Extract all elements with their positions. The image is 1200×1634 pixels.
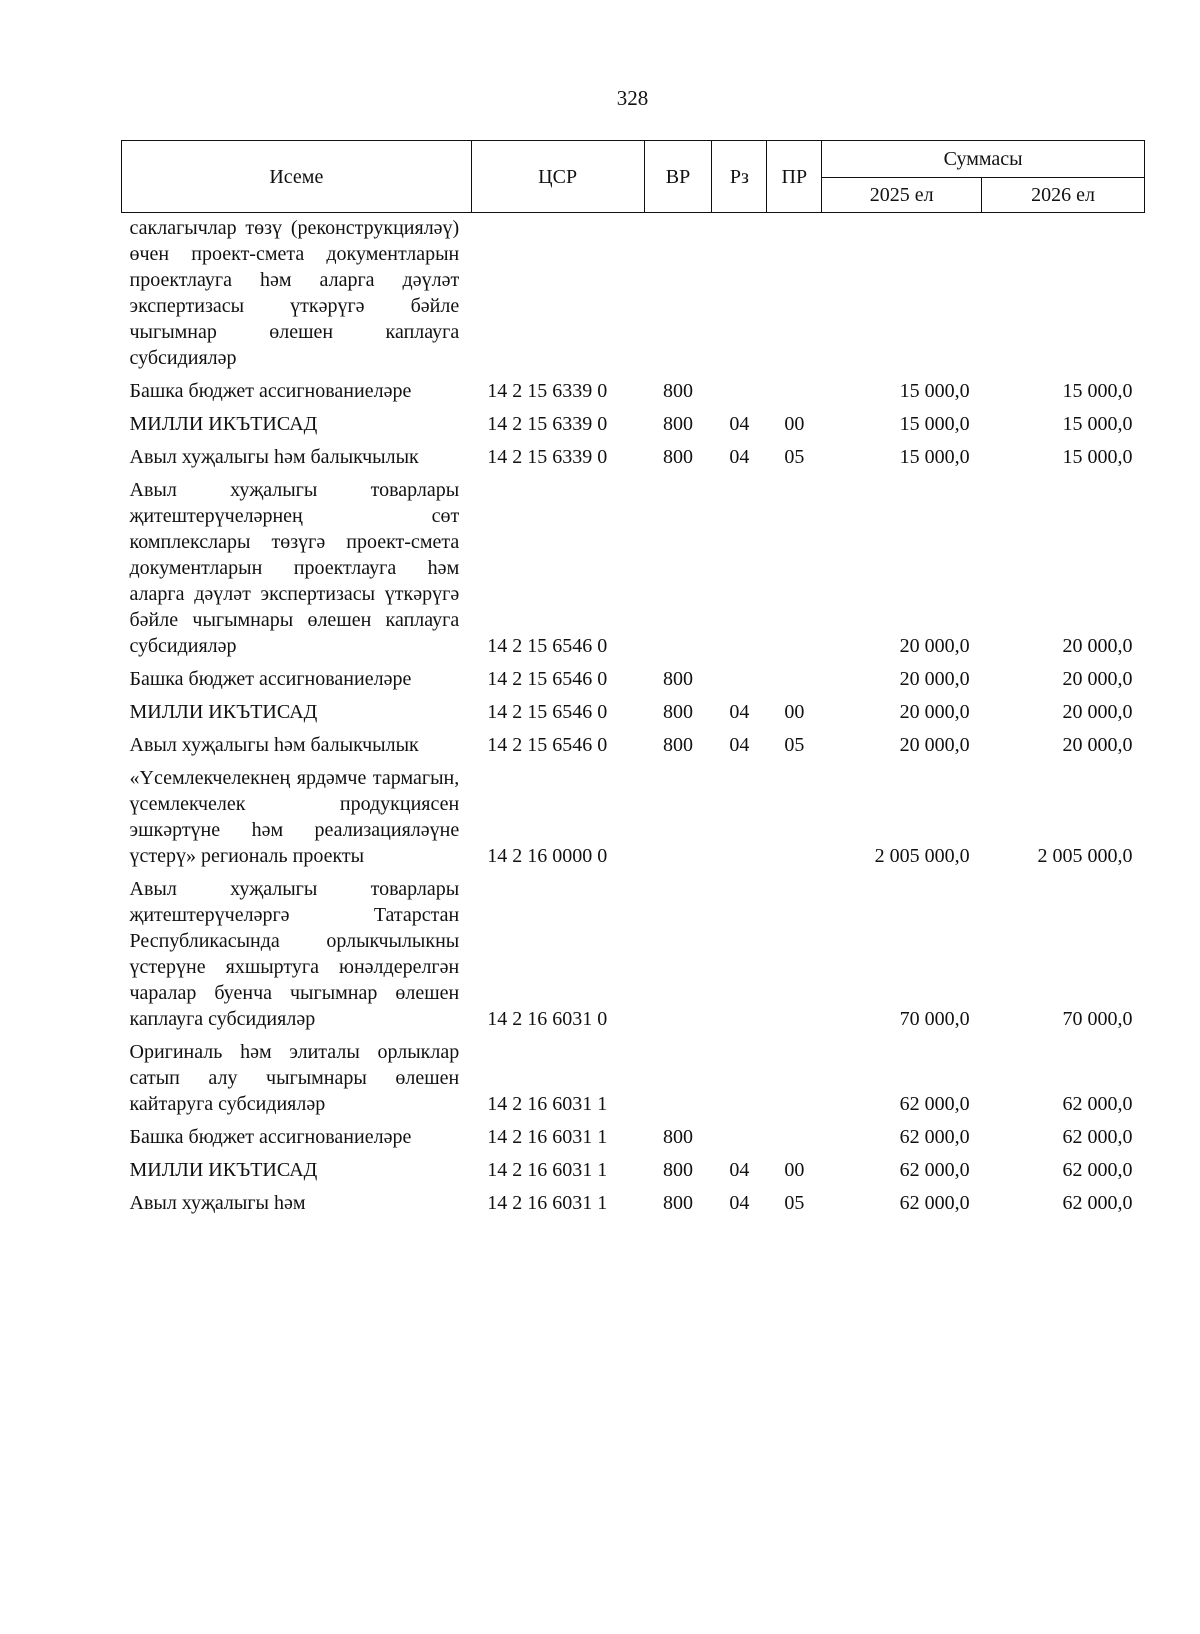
row-csr: 14 2 15 6339 0 [487, 446, 608, 468]
row-pr [767, 664, 822, 697]
row-pr [767, 1122, 822, 1155]
row-vr: 800 [662, 734, 693, 756]
row-csr: 14 2 15 6546 0 [487, 701, 608, 723]
page-number: 328 [616, 86, 649, 110]
row-vr [644, 213, 712, 377]
row-amount-2025: 20 000,0 [899, 668, 970, 690]
row-name: Авыл хуҗалыгы товарлары җитештерүчеләрнең сөт комплекслары төзүгә проект-смета документларын проектлауга һәм аларга дәүләт экспертизасы үткәрүгә бәйле чыгымнары өлешен каплауга субсидияләр [129, 479, 460, 657]
row-vr: 800 [662, 1159, 693, 1181]
row-amount-2026: 20 000,0 [1062, 668, 1133, 690]
row-amount-2025: 20 000,0 [899, 701, 970, 723]
row-vr [644, 874, 712, 1037]
row-rz [712, 664, 767, 697]
row-pr: 05 [784, 734, 805, 756]
row-csr: 14 2 15 6546 0 [487, 734, 608, 756]
row-csr: 14 2 15 6339 0 [487, 380, 608, 402]
row-rz: 04 [729, 734, 750, 756]
row-amount-2026: 70 000,0 [1062, 1008, 1133, 1030]
row-vr: 800 [662, 668, 693, 690]
row-csr: 14 2 16 6031 1 [487, 1192, 608, 1214]
row-name: Авыл хуҗалыгы товарлары җитештерүчеләргә Татарстан Республикасында орлыкчылыкны үстерүне яхшыртуга юнәлдерелгән чаралар буенча чыгымнар өлешен каплауга субсидияләр [129, 878, 460, 1030]
row-csr: 14 2 15 6546 0 [487, 668, 608, 690]
header-pr: ПР [767, 141, 822, 213]
table-row [122, 763, 1145, 874]
row-amount-2025: 2 005 000,0 [874, 845, 970, 867]
header-year-2025: 2025 ел [822, 178, 982, 213]
row-pr: 00 [784, 701, 805, 723]
row-rz: 04 [729, 701, 750, 723]
row-amount-2025: 62 000,0 [899, 1126, 970, 1148]
row-rz: 04 [729, 446, 750, 468]
header-name: Исеме [122, 141, 472, 213]
table-row [122, 213, 1145, 377]
row-rz [712, 376, 767, 409]
row-amount-2026: 62 000,0 [1062, 1126, 1133, 1148]
row-amount-2025: 20 000,0 [899, 734, 970, 756]
table-row [122, 376, 1145, 409]
row-name: Башка бюджет ассигнованиеләре [129, 1126, 412, 1148]
row-rz [712, 763, 767, 874]
row-pr: 05 [784, 446, 805, 468]
row-vr: 800 [662, 701, 693, 723]
row-pr [767, 475, 822, 664]
row-amount-2025: 62 000,0 [899, 1159, 970, 1181]
table-row [122, 1122, 1145, 1155]
row-rz: 04 [729, 1192, 750, 1214]
header-csr: ЦСР [471, 141, 644, 213]
row-amount-2026: 20 000,0 [1062, 701, 1133, 723]
row-pr [767, 1037, 822, 1122]
header-year-2026: 2026 ел [982, 178, 1145, 213]
row-amount-2025: 20 000,0 [899, 635, 970, 657]
row-csr: 14 2 16 0000 0 [487, 845, 608, 867]
table-row [122, 1155, 1145, 1188]
row-amount-2025: 15 000,0 [899, 446, 970, 468]
row-pr: 00 [784, 413, 805, 435]
row-name: МИЛЛИ ИКЪТИСАД [129, 701, 318, 723]
row-amount-2025: 62 000,0 [899, 1093, 970, 1115]
row-pr: 00 [784, 1159, 805, 1181]
row-amount-2026: 62 000,0 [1062, 1159, 1133, 1181]
table-row [122, 475, 1145, 664]
table-row [122, 697, 1145, 730]
row-csr: 14 2 15 6546 0 [487, 635, 608, 657]
row-name: саклагычлар төзү (реконструкцияләү) өчен проект-смета документларын проектлауга һәм аларга дәүләт экспертизасы үткәрүгә бәйле чыгымнар өлешен каплауга субсидияләр [129, 217, 460, 369]
row-vr: 800 [662, 380, 693, 402]
row-name: Авыл хуҗалыгы һәм балыкчылык [129, 446, 419, 468]
row-vr: 800 [662, 1192, 693, 1214]
row-rz [712, 1122, 767, 1155]
row-amount-2026: 20 000,0 [1062, 734, 1133, 756]
row-amount-2026: 15 000,0 [1062, 380, 1133, 402]
header-amounts: Суммасы [822, 141, 1145, 178]
row-name: Башка бюджет ассигнованиеләре [129, 668, 412, 690]
row-csr: 14 2 16 6031 1 [487, 1093, 608, 1115]
row-pr [767, 376, 822, 409]
row-name: Оригиналь һәм элиталы орлыклар сатып алу чыгымнары өлешен кайтаруга субсидияләр [129, 1041, 460, 1115]
table-row [122, 874, 1145, 1037]
row-amount-2026: 15 000,0 [1062, 413, 1133, 435]
row-amount-2026: 2 005 000,0 [1037, 845, 1133, 867]
table-row [122, 1037, 1145, 1122]
row-amount-2025: 62 000,0 [899, 1192, 970, 1214]
table-row [122, 664, 1145, 697]
row-vr: 800 [662, 1126, 693, 1148]
row-name: Авыл хуҗалыгы һәм балыкчылык [129, 734, 419, 756]
row-rz [712, 475, 767, 664]
row-name: «Үсемлекчелекнең ярдәмче тармагын, үсемлекчелек продукциясен эшкәртүне һәм реализацияләүне үстерү» региональ проекты [129, 767, 460, 867]
row-amount-2025: 15 000,0 [899, 413, 970, 435]
row-vr: 800 [662, 413, 693, 435]
budget-table [121, 140, 1145, 1221]
row-amount-2025: 15 000,0 [899, 380, 970, 402]
row-csr: 14 2 15 6339 0 [487, 413, 608, 435]
row-amount-2026: 62 000,0 [1062, 1093, 1133, 1115]
row-pr [767, 213, 822, 377]
row-vr [644, 763, 712, 874]
row-csr: 14 2 16 6031 1 [487, 1159, 608, 1181]
row-rz: 04 [729, 1159, 750, 1181]
row-pr [767, 874, 822, 1037]
row-rz: 04 [729, 413, 750, 435]
row-pr: 05 [784, 1192, 805, 1214]
row-rz [712, 213, 767, 377]
row-amount-2026: 15 000,0 [1062, 446, 1133, 468]
header-rz: Рз [712, 141, 767, 213]
row-rz [712, 874, 767, 1037]
row-pr [767, 763, 822, 874]
row-amount-2026: 20 000,0 [1062, 635, 1133, 657]
table-row [122, 1188, 1145, 1221]
table-row [122, 409, 1145, 442]
row-vr [644, 475, 712, 664]
row-csr: 14 2 16 6031 0 [487, 1008, 608, 1030]
row-amount-2025 [822, 213, 982, 377]
row-csr: 14 2 16 6031 1 [487, 1126, 608, 1148]
row-amount-2026 [982, 213, 1145, 377]
table-header [122, 141, 1145, 213]
row-name: МИЛЛИ ИКЪТИСАД [129, 1159, 318, 1181]
table-row [122, 730, 1145, 763]
row-name: МИЛЛИ ИКЪТИСАД [129, 413, 318, 435]
table-row [122, 442, 1145, 475]
row-csr [471, 213, 644, 377]
row-amount-2025: 70 000,0 [899, 1008, 970, 1030]
row-name: Авыл хуҗалыгы һәм [129, 1192, 306, 1214]
table-body [122, 213, 1145, 1222]
row-amount-2026: 62 000,0 [1062, 1192, 1133, 1214]
row-name: Башка бюджет ассигнованиеләре [129, 380, 412, 402]
row-rz [712, 1037, 767, 1122]
row-vr: 800 [662, 446, 693, 468]
row-vr [644, 1037, 712, 1122]
header-vr: ВР [644, 141, 712, 213]
